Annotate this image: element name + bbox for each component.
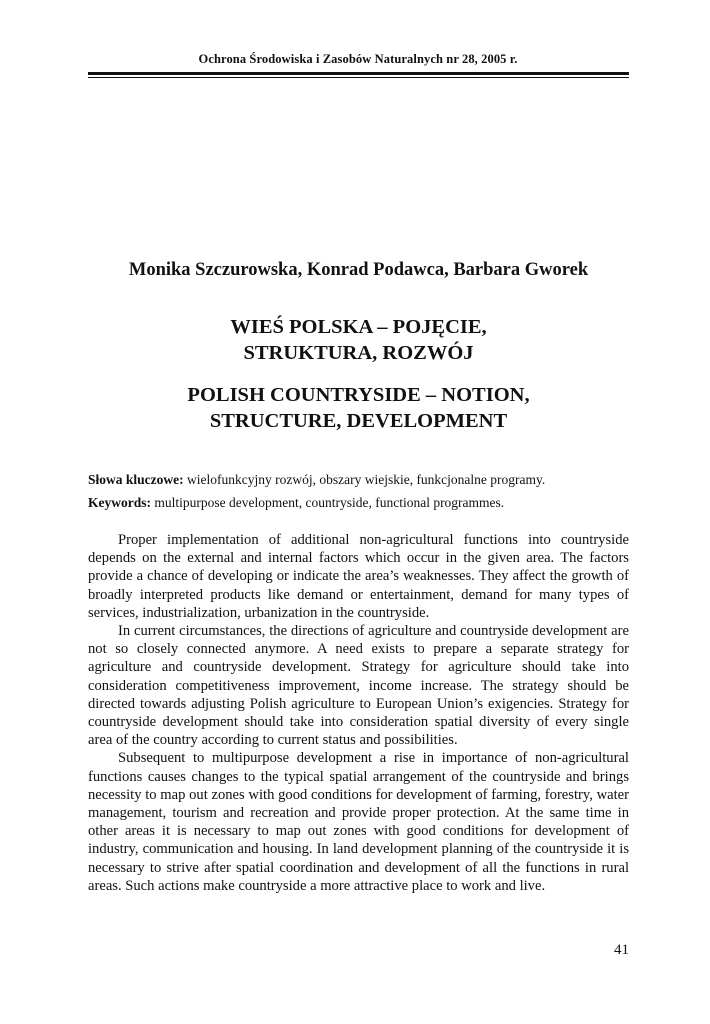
header-rule-thin	[88, 77, 629, 78]
paragraph-1: Proper implementation of additional non-agricultural functions into countryside depends on the external and internal factors which occur in the given area. The factors provide a chance of developing or indicate the area’s weaknesses. They affect the growth of broadly interpreted products like demand or entertainment, demand for many types of services, industrialization, urbanization in the countryside.	[88, 532, 629, 621]
keywords-polish-label: Słowa kluczowe:	[88, 472, 184, 487]
title-english-line-1: POLISH COUNTRYSIDE – NOTION,	[187, 384, 530, 406]
title-polish-line-1: WIEŚ POLSKA – POJĘCIE,	[230, 316, 487, 338]
authors: Monika Szczurowska, Konrad Podawca, Barbara Gworek	[128, 260, 589, 280]
keywords-polish-text: wielofunkcyjny rozwój, obszary wiejskie, funkcjonalne programy.	[183, 472, 546, 487]
paragraph-2: In current circumstances, the directions of agriculture and countryside development are not so closely connected anymore. A need exists to prepare a separate strategy for agriculture and countryside development. Strategy for agriculture should take into consideration competitiveness improvement, income increase. The strategy should be directed towards adjusting Polish agriculture to European Union’s exigencies. Strategy for countryside development should take into consideration spatial diversity of every single area of the country according to current status and possibilities.	[88, 623, 629, 749]
title-english-line-2: STRUCTURE, DEVELOPMENT	[209, 410, 508, 432]
header-rule-thick	[88, 72, 629, 75]
running-header: Ochrona Środowiska i Zasobów Naturalnych nr 28, 2005 r.	[198, 52, 518, 66]
keywords-english	[88, 494, 629, 512]
title-polish-line-2: STRUKTURA, ROZWÓJ	[243, 342, 474, 364]
title-english	[88, 382, 629, 434]
body-text	[88, 531, 629, 895]
paragraph-3: Subsequent to multipurpose development a rise in importance of non-agricultural functions causes changes to the typical spatial arrangement of the countryside and brings necessity to map out zones with good conditions for development of farming, forestry, water management, tourism and recreation and provide proper protection. At the same time in other areas it is necessary to map out zones with good conditions for development of industry, communication and housing. In land development planning of the countryside it is necessary to strive after spatial coordination and development of all the functions in rural areas. Such actions make countryside a more attractive place to work and live.	[88, 750, 629, 894]
title-polish	[88, 314, 629, 366]
keywords-english-text: multipurpose development, countryside, functional programmes.	[151, 495, 505, 510]
page-number: 41	[614, 942, 629, 958]
keywords-english-label: Keywords:	[88, 495, 151, 510]
keywords-polish	[88, 471, 629, 489]
